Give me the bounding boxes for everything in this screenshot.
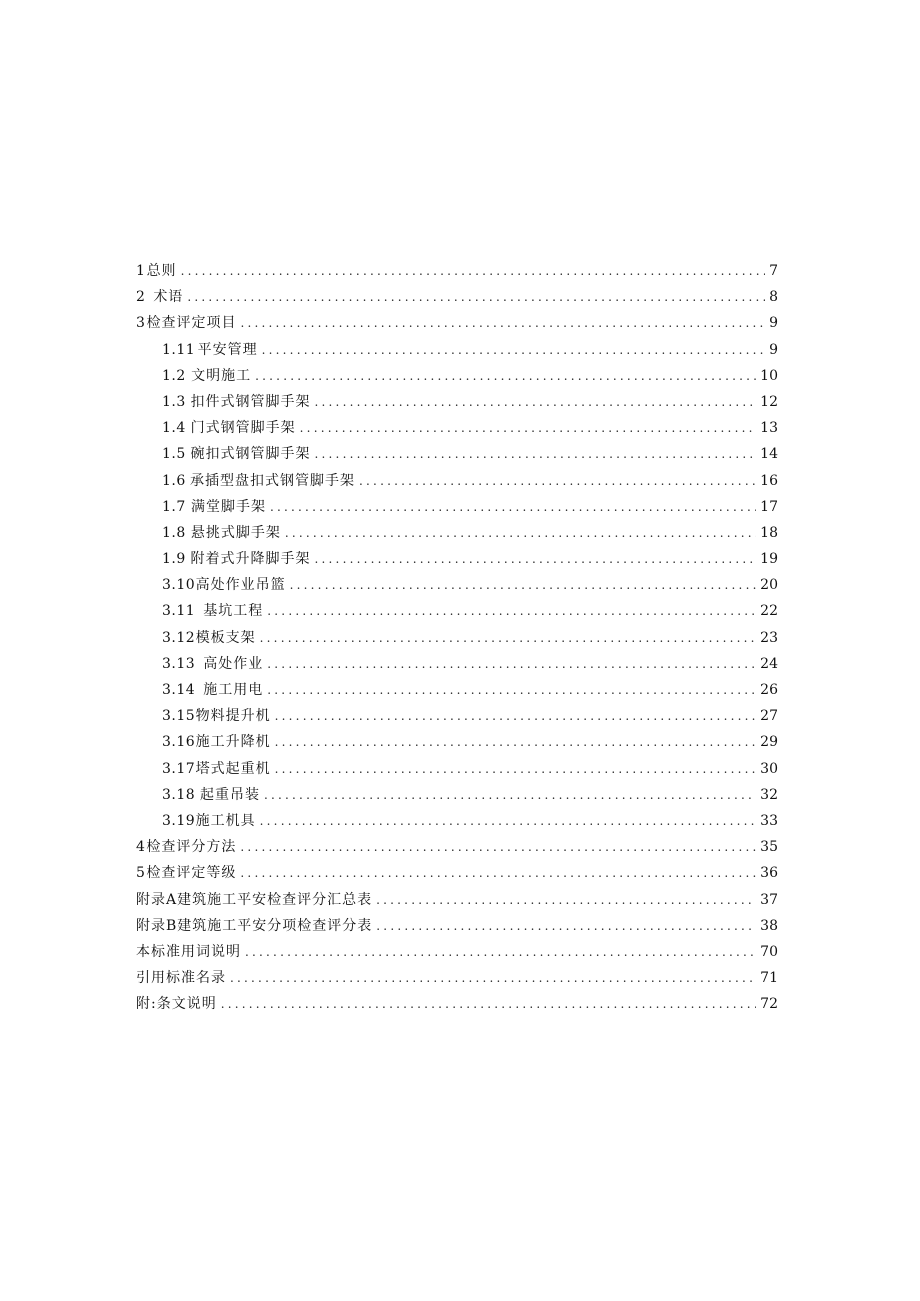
toc-entry-page-number: 18 — [760, 524, 778, 541]
dot-leader — [245, 939, 756, 965]
toc-entry-number: 3.18 — [162, 786, 196, 803]
toc-entry-title: 术语 — [153, 289, 184, 306]
toc-entry-title: 高处作业吊篮 — [195, 577, 286, 594]
toc-entry-page-number: 22 — [760, 603, 778, 620]
toc-entry[interactable] — [136, 991, 778, 1017]
toc-entry[interactable] — [136, 913, 778, 939]
toc-entry-page-number: 33 — [760, 812, 778, 829]
toc-entry-title: 扣件式钢管脚手架 — [190, 393, 311, 410]
toc-entry[interactable] — [136, 415, 778, 441]
toc-entry-page-number: 38 — [760, 917, 778, 934]
toc-entry[interactable] — [136, 808, 778, 834]
toc-entry[interactable] — [136, 441, 778, 467]
toc-entry-page-number: 10 — [760, 367, 778, 384]
dot-leader — [240, 860, 756, 886]
toc-entry-page-number: 30 — [760, 760, 778, 777]
dot-leader — [240, 310, 765, 336]
toc-entry-number: 5 — [136, 865, 146, 882]
toc-entry[interactable] — [136, 258, 778, 284]
toc-entry-title: 附着式升降脚手架 — [190, 551, 311, 568]
toc-entry[interactable] — [136, 756, 778, 782]
toc-entry[interactable] — [136, 677, 778, 703]
toc-entry-title: 碗扣式钢管脚手架 — [190, 446, 311, 463]
toc-entry-page-number: 37 — [760, 891, 778, 908]
toc-entry-title: 高处作业 — [203, 655, 264, 672]
toc-entry-page-number: 20 — [760, 577, 778, 594]
toc-entry-title: 附录B建筑施工平安分项检查评分表 — [136, 917, 373, 934]
toc-entry-number: 3.13 — [162, 655, 196, 672]
dot-leader — [270, 494, 756, 520]
toc-entry-number: 3.17 — [162, 760, 196, 777]
toc-entry-page-number: 9 — [769, 341, 778, 358]
toc-entry[interactable] — [136, 310, 778, 336]
toc-entry-number: 1.9 — [162, 551, 186, 568]
toc-entry-title: 平安管理 — [197, 341, 258, 358]
toc-entry-title: 附:条文说明 — [136, 996, 217, 1013]
toc-entry-page-number: 16 — [760, 472, 778, 489]
toc-entry-title: 物料提升机 — [195, 708, 271, 725]
toc-entry-number: 3.10 — [162, 577, 196, 594]
toc-entry[interactable] — [136, 363, 778, 389]
toc-entry[interactable] — [136, 625, 778, 651]
toc-entry-number: 3.16 — [162, 734, 196, 751]
toc-entry-page-number: 71 — [760, 970, 778, 987]
toc-entry-number: 1.3 — [162, 393, 186, 410]
toc-entry-title: 施工机具 — [195, 812, 256, 829]
toc-entry-title: 施工升降机 — [195, 734, 271, 751]
dot-leader — [262, 337, 765, 363]
toc-entry[interactable] — [136, 651, 778, 677]
toc-entry-title: 塔式起重机 — [195, 760, 271, 777]
toc-entry-page-number: 26 — [760, 682, 778, 698]
dot-leader — [285, 520, 756, 546]
toc-entry-page-number: 24 — [760, 655, 778, 672]
dot-leader — [275, 729, 757, 755]
toc-entry-number: 3.12 — [162, 629, 196, 646]
toc-entry-title: 悬挑式脚手架 — [190, 524, 281, 541]
toc-entry-number: 1.7 — [162, 498, 186, 515]
toc-entry-number: 1 — [136, 263, 146, 279]
dot-leader — [275, 703, 757, 729]
dot-leader — [264, 782, 756, 808]
dot-leader — [359, 468, 756, 494]
toc-entry-number: 3.15 — [162, 708, 196, 725]
dot-leader — [275, 756, 757, 782]
toc-entry-number: 1.2 — [162, 367, 186, 384]
dot-leader — [267, 598, 756, 624]
toc-entry[interactable] — [136, 546, 778, 572]
toc-entry-title: 检查评定项目 — [146, 315, 237, 332]
toc-entry-title: 满堂脚手架 — [190, 498, 266, 515]
dot-leader — [267, 677, 756, 703]
toc-entry-page-number: 19 — [760, 551, 778, 568]
toc-entry-number: 2 — [136, 289, 146, 306]
toc-entry[interactable] — [136, 494, 778, 520]
toc-entry-page-number: 29 — [760, 734, 778, 751]
toc-entry-page-number: 70 — [760, 943, 778, 960]
toc-entry-title: 本标准用词说明 — [136, 943, 241, 960]
toc-entry-page-number: 23 — [760, 629, 778, 646]
toc-entry[interactable] — [136, 729, 778, 755]
toc-entry[interactable] — [136, 887, 778, 913]
dot-leader — [376, 913, 756, 939]
dot-leader — [230, 965, 756, 991]
toc-entry[interactable] — [136, 284, 778, 310]
toc-entry-title: 文明施工 — [191, 367, 252, 384]
toc-entry-title: 模板支架 — [195, 629, 256, 646]
toc-entry-page-number: 9 — [769, 315, 778, 332]
toc-entry-page-number: 14 — [760, 446, 778, 463]
toc-entry-page-number: 72 — [760, 996, 778, 1013]
toc-entry[interactable] — [136, 939, 778, 965]
toc-entry-page-number: 13 — [760, 420, 778, 437]
toc-entry-page-number: 35 — [760, 839, 778, 856]
toc-entry-title: 门式钢管脚手架 — [190, 420, 296, 437]
dot-leader — [315, 441, 757, 467]
toc-entry-title: 检查评定等级 — [146, 865, 237, 882]
toc-entry-page-number: 7 — [769, 263, 778, 279]
toc-entry-page-number: 32 — [760, 786, 778, 803]
toc-entry-title: 引用标准名录 — [136, 970, 226, 987]
toc-entry-number: 4 — [136, 839, 146, 856]
toc-entry-title: 总则 — [146, 263, 177, 279]
toc-entry[interactable] — [136, 572, 778, 598]
toc-entry[interactable] — [136, 703, 778, 729]
dot-leader — [255, 363, 756, 389]
toc-entry-number: 3 — [136, 315, 146, 332]
toc-entry[interactable] — [136, 965, 778, 991]
toc-entry-page-number: 12 — [760, 393, 778, 410]
dot-leader — [376, 887, 756, 913]
toc-entry-title: 基坑工程 — [203, 603, 264, 620]
toc-entry-page-number: 17 — [760, 498, 778, 515]
toc-entry-page-number: 8 — [769, 289, 778, 306]
toc-entry-title: 检查评分方法 — [146, 839, 237, 856]
toc-entry-number: 1.11 — [162, 341, 196, 358]
toc-entry-number: 3.14 — [162, 682, 196, 698]
toc-entry-number: 3.11 — [162, 603, 196, 620]
toc-entry-page-number: 27 — [760, 708, 778, 725]
dot-leader — [181, 258, 766, 284]
toc-entry[interactable] — [136, 782, 778, 808]
dot-leader — [260, 625, 757, 651]
toc-entry-number: 1.6 — [162, 472, 186, 489]
toc-entry-number: 1.4 — [162, 420, 186, 437]
toc-entry-title: 起重吊装 — [199, 786, 260, 803]
dot-leader — [240, 834, 756, 860]
toc-entry[interactable] — [136, 834, 778, 860]
dot-leader — [187, 284, 765, 310]
toc-entry-number: 1.8 — [162, 524, 186, 541]
toc-entry[interactable] — [136, 389, 778, 415]
toc-entry[interactable] — [136, 598, 778, 624]
toc-entry-page-number: 36 — [760, 865, 778, 882]
table-of-contents — [136, 258, 778, 1017]
dot-leader — [315, 546, 757, 572]
dot-leader — [315, 389, 757, 415]
dot-leader — [267, 651, 756, 677]
toc-entry[interactable] — [136, 520, 778, 546]
dot-leader — [290, 572, 757, 598]
toc-entry-title: 施工用电 — [203, 682, 264, 698]
toc-entry-number: 3.19 — [162, 812, 196, 829]
toc-entry-title: 承插型盘扣式钢管脚手架 — [190, 472, 356, 489]
dot-leader — [260, 808, 757, 834]
toc-entry-title: 附录A建筑施工平安检查评分汇总表 — [136, 891, 373, 908]
dot-leader — [221, 991, 756, 1017]
toc-entry[interactable] — [136, 468, 778, 494]
dot-leader — [300, 415, 757, 441]
toc-entry[interactable] — [136, 860, 778, 886]
toc-entry[interactable] — [136, 337, 778, 363]
toc-entry-number: 1.5 — [162, 446, 186, 463]
